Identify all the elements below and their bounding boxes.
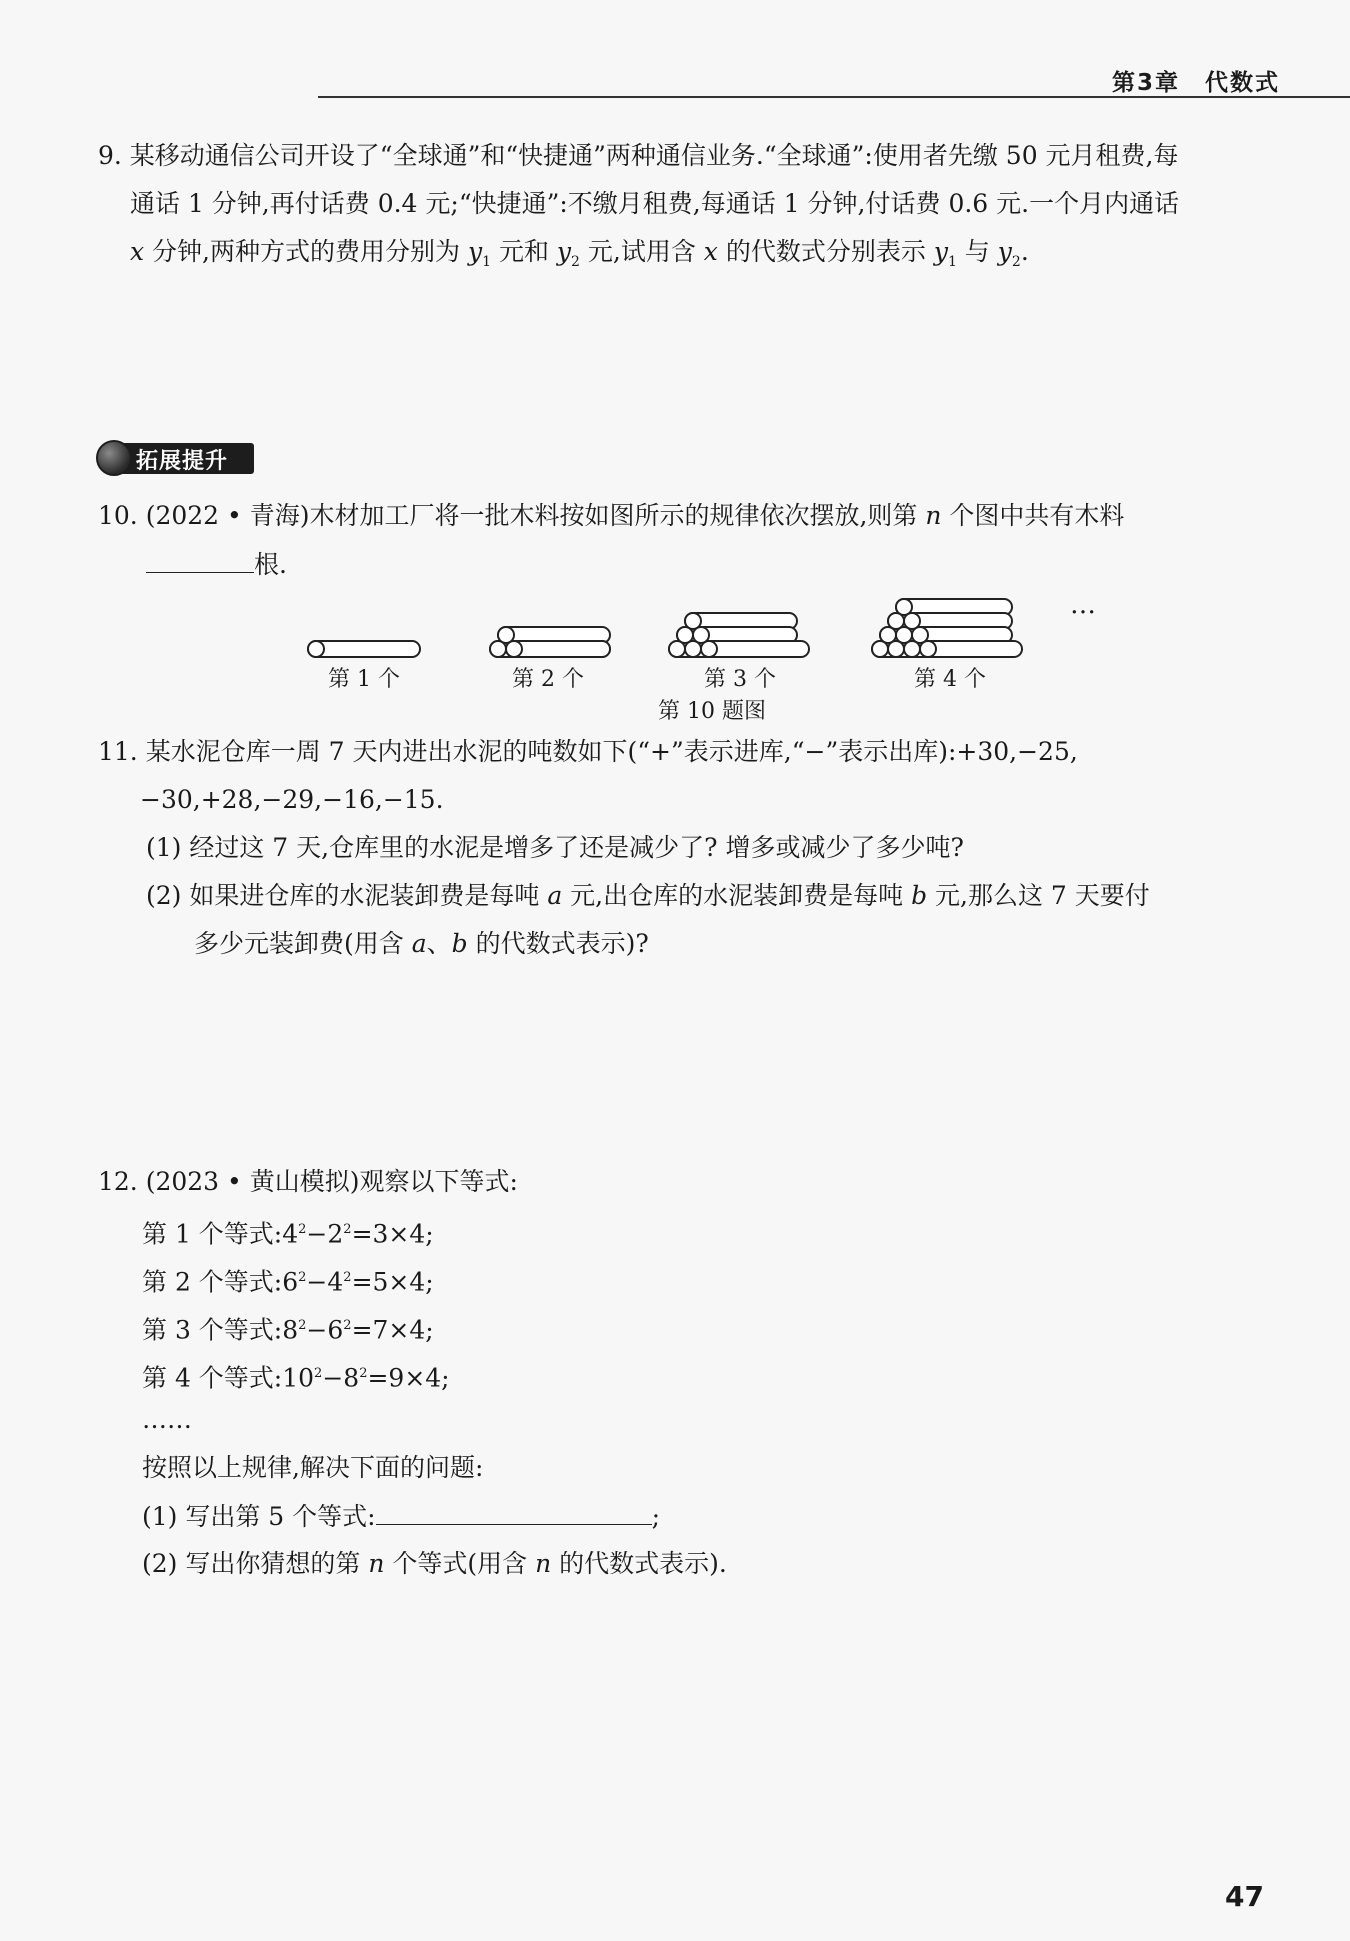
var-n: n	[535, 1549, 552, 1578]
var-y: y	[933, 237, 948, 266]
figure-1-logs	[308, 641, 420, 657]
var-b: b	[451, 929, 468, 958]
section-title: 拓展提升	[136, 449, 229, 474]
text: (1) 写出第 5 个等式:	[142, 1502, 376, 1531]
superscript: 2	[343, 1222, 352, 1237]
superscript: 2	[343, 1270, 352, 1285]
text: 第 3 个等式:8	[142, 1315, 299, 1345]
superscript: 2	[298, 1318, 307, 1333]
header-rule	[318, 96, 1350, 98]
answer-blank[interactable]	[376, 1500, 652, 1525]
text: 的代数式表示).	[551, 1549, 727, 1578]
q10-figure	[290, 590, 1150, 730]
text: 个图中共有木料	[941, 501, 1125, 530]
q12-dots: ……	[142, 1405, 192, 1434]
q11-part-1: (1) 经过这 7 天,仓库里的水泥是增多了还是减少了? 增多或减少了多少吨?	[146, 833, 964, 862]
logs-figure	[290, 590, 1150, 670]
text: (2) 写出你猜想的第	[142, 1549, 369, 1578]
figure-label-1: 第 1 个	[328, 667, 400, 692]
var-y: y	[467, 237, 483, 266]
text: −2	[306, 1219, 344, 1249]
figure-ellipsis: …	[1070, 590, 1096, 620]
var-x: x	[703, 237, 718, 266]
figure-2-logs	[490, 627, 610, 657]
text: 的代数式分别表示	[717, 237, 934, 266]
q11-line-1: 11. 某水泥仓库一周 7 天内进出水泥的吨数如下(“+”表示进库,“−”表示出库):+30,−25,	[98, 737, 1078, 766]
text: 元,那么这 7 天要付	[927, 881, 1150, 910]
text: −4	[306, 1267, 344, 1297]
q12-eq-1	[142, 1214, 434, 1250]
text: 第 4 个等式:10	[142, 1363, 315, 1393]
q12-intro: 按照以上规律,解决下面的问题:	[142, 1453, 484, 1482]
superscript: 2	[343, 1318, 352, 1333]
text: (2) 如果进仓库的水泥装卸费是每吨	[146, 881, 548, 910]
text: =7×4;	[351, 1315, 434, 1345]
q12-line-1: 12. (2023 • 黄山模拟)观察以下等式:	[98, 1167, 518, 1196]
text: 元,出仓库的水泥装卸费是每吨	[562, 881, 912, 910]
page-number: 47	[1225, 1880, 1264, 1913]
subscript: 1	[947, 254, 957, 270]
q11-line-2: −30,+28,−29,−16,−15.	[140, 785, 444, 814]
q9-line-3	[130, 236, 1029, 278]
figure-caption: 第 10 题图	[658, 699, 766, 724]
lightbulb-icon	[96, 440, 132, 476]
text: 个等式(用含	[384, 1549, 536, 1578]
q12-eq-2	[142, 1262, 434, 1298]
text: =9×4;	[367, 1363, 450, 1393]
text: =3×4;	[351, 1219, 434, 1249]
text: 根.	[254, 550, 287, 579]
subscript: 2	[1011, 254, 1021, 270]
superscript: 2	[359, 1366, 368, 1381]
figure-label-4: 第 4 个	[914, 667, 986, 692]
q12-eq-4	[142, 1358, 450, 1394]
text: −8	[322, 1363, 360, 1393]
text: 与	[956, 237, 998, 266]
figure-label-3: 第 3 个	[704, 667, 776, 692]
var-n: n	[368, 1549, 385, 1578]
q12-part-2	[142, 1548, 727, 1580]
q9-line-1: 9. 某移动通信公司开设了“全球通”和“快捷通”两种通信业务.“全球通”:使用者先缴 50 元月租费,每	[98, 141, 1179, 170]
text: ;	[651, 1502, 661, 1531]
text: =5×4;	[351, 1267, 434, 1297]
chapter-header: 第3章 代数式	[1111, 70, 1280, 96]
var-a: a	[411, 929, 427, 958]
q9-line-2: 通话 1 分钟,再付话费 0.4 元;“快捷通”:不缴月租费,每通话 1 分钟,付话费 0.6 元.一个月内通话	[130, 189, 1180, 218]
section-badge	[96, 440, 254, 478]
subscript: 1	[482, 254, 491, 270]
q12-eq-3	[142, 1310, 434, 1346]
text: 、	[426, 929, 452, 958]
text: 的代数式表示)?	[467, 929, 649, 958]
var-x: x	[130, 237, 145, 266]
figure-3-logs	[669, 613, 809, 657]
superscript: 2	[314, 1366, 323, 1381]
var-n: n	[925, 501, 942, 530]
q10-line-1	[98, 500, 1124, 532]
var-b: b	[911, 881, 928, 910]
text: 第 2 个等式:6	[142, 1267, 299, 1297]
text: .	[1020, 237, 1029, 266]
superscript: 2	[298, 1222, 307, 1237]
var-y: y	[997, 237, 1012, 266]
q12-part-1	[142, 1500, 660, 1533]
text: 第 1 个等式:4	[142, 1219, 299, 1249]
text: 元和	[491, 237, 557, 266]
figure-label-2: 第 2 个	[512, 667, 584, 692]
q11-part-2	[146, 880, 1150, 912]
text: 分钟,两种方式的费用分别为	[144, 237, 468, 266]
answer-blank[interactable]	[146, 548, 254, 573]
text: 元,试用含	[579, 237, 704, 266]
q11-part-2-cont	[194, 928, 649, 960]
subscript: 2	[571, 254, 580, 270]
q10-line-2	[146, 548, 287, 581]
text: −6	[306, 1315, 344, 1345]
text: 10. (2022 • 青海)木材加工厂将一批木料按如图所示的规律依次摆放,则第	[98, 501, 926, 530]
superscript: 2	[298, 1270, 307, 1285]
figure-4-logs	[872, 599, 1022, 657]
var-a: a	[547, 881, 563, 910]
text: 多少元装卸费(用含	[194, 929, 412, 958]
var-y: y	[556, 237, 572, 266]
